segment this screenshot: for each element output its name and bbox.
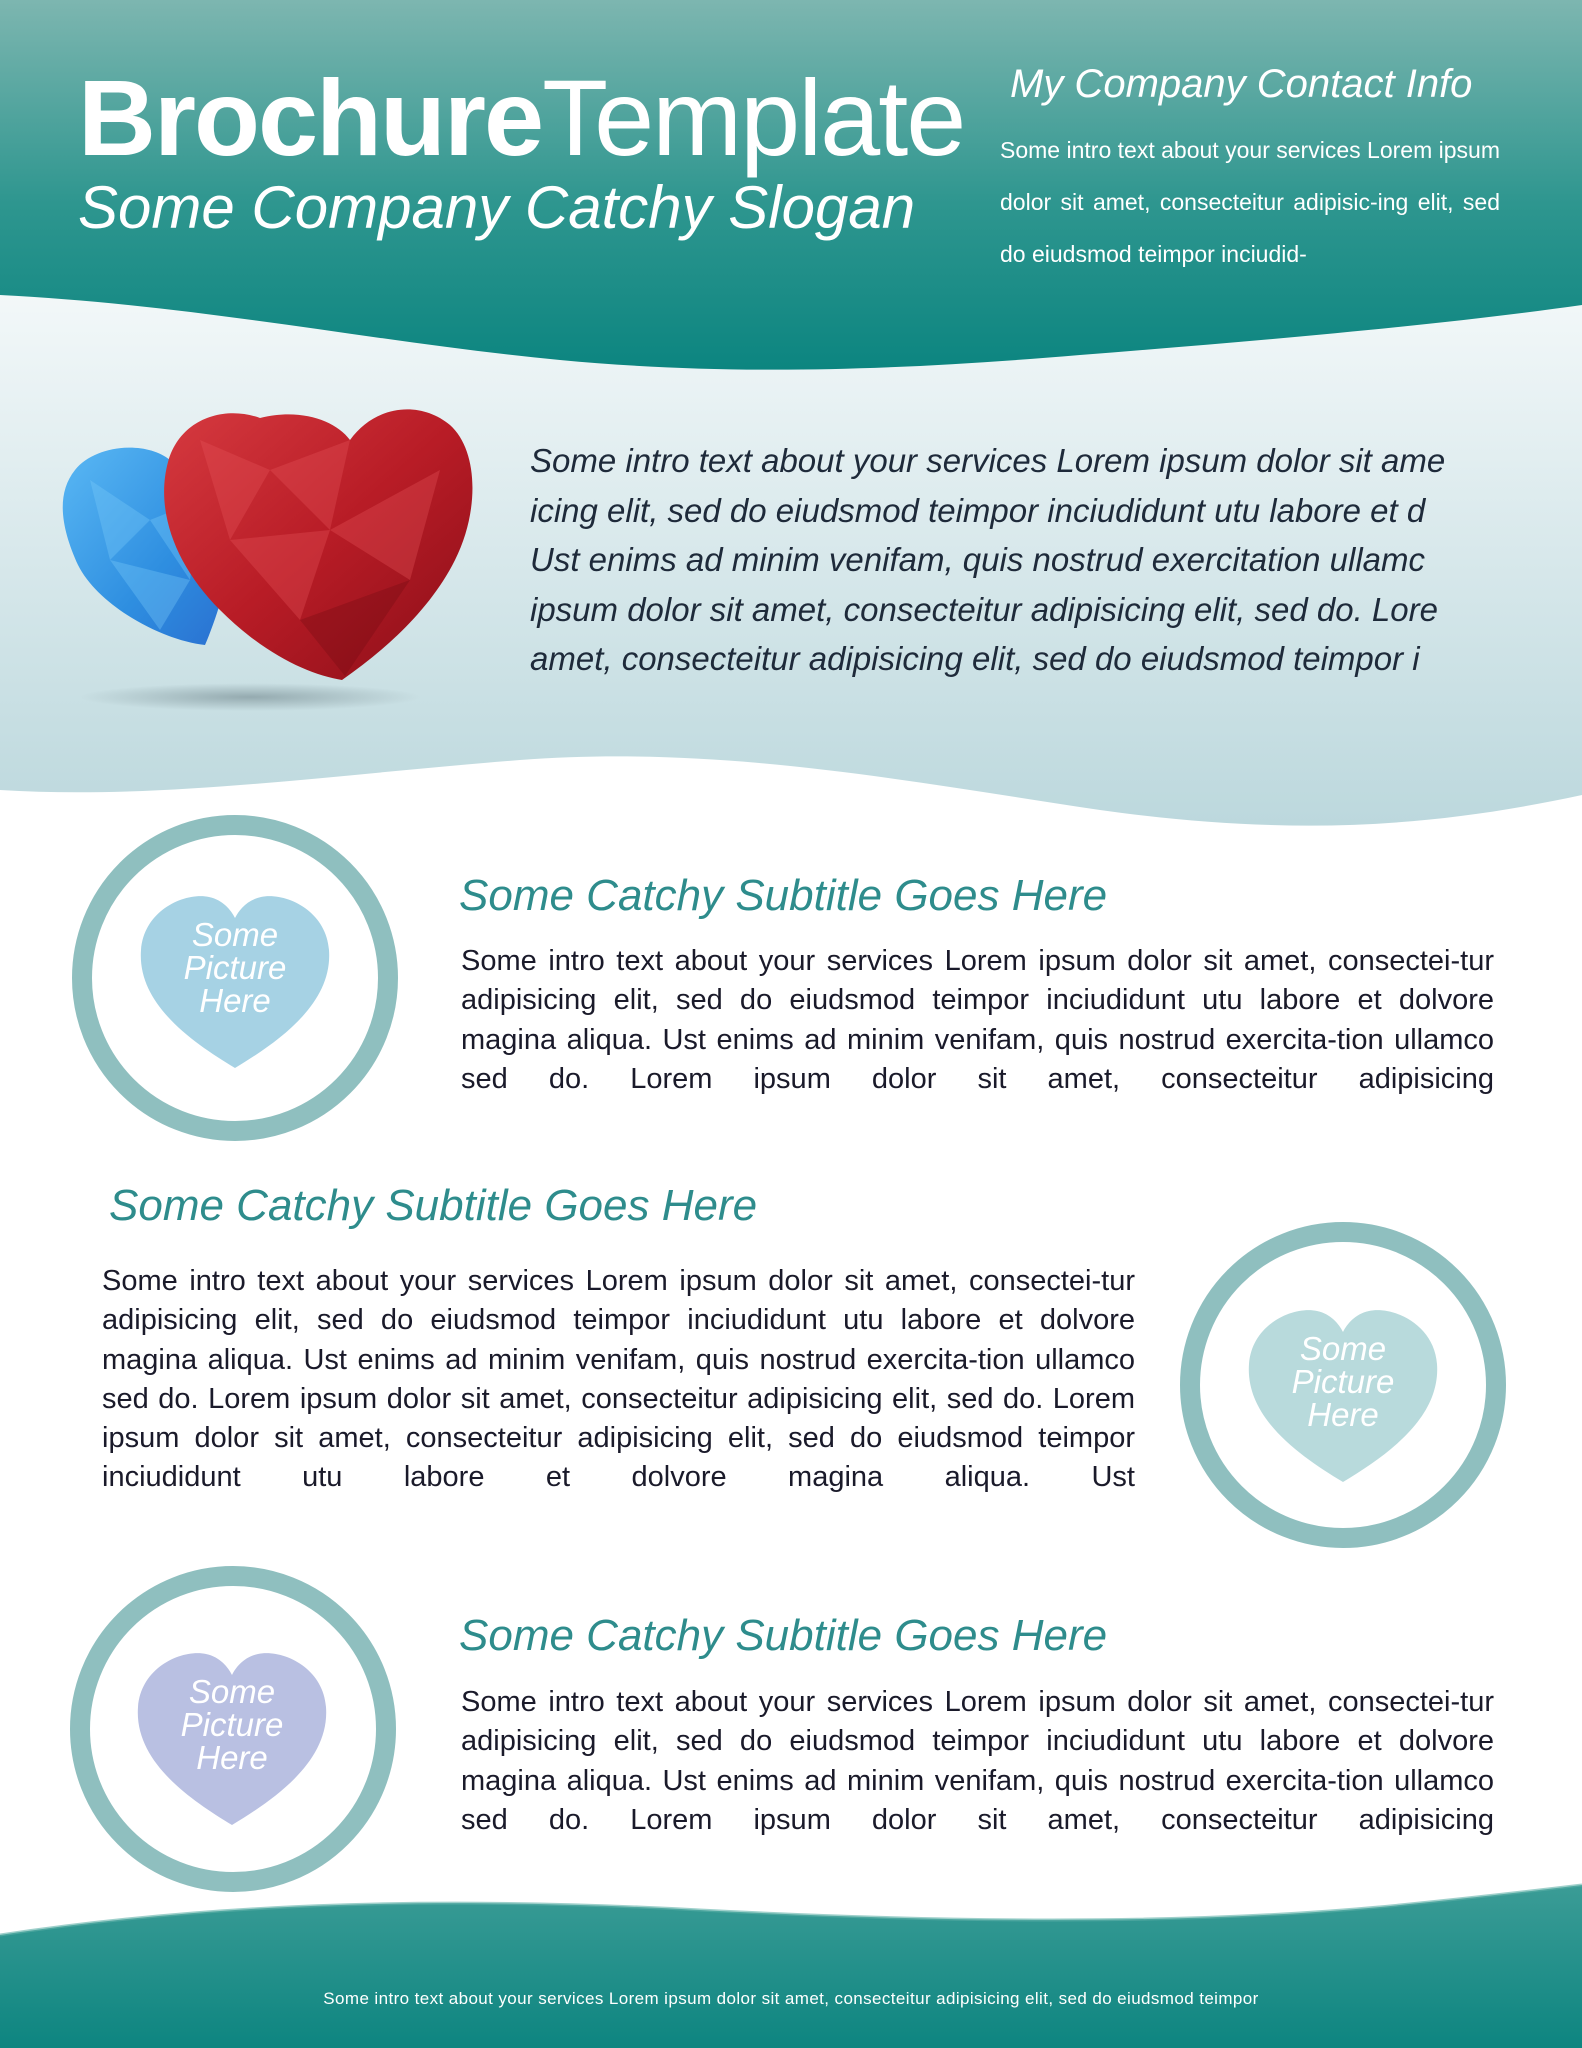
picture-label-line: Some [191, 916, 279, 953]
contact-info-text: Some intro text about your services Lorem ipsum dolor sit amet, consecteitur adipisic-ing elit, sed do eiudsmod teimpor inciudid- [1000, 137, 1500, 267]
title-light: Template [542, 57, 965, 178]
picture-label-line: Here [1307, 1396, 1379, 1433]
picture-label-line: Some [1299, 1330, 1387, 1367]
picture-placeholder-label [134, 1675, 330, 1774]
intro-line: icing elit, sed do eiudsmod teimpor inciudidunt utu labore et d [530, 491, 1426, 529]
picture-placeholder-3 [134, 1649, 330, 1827]
contact-info-title: My Company Contact Info [1010, 62, 1473, 106]
section-subtitle-3: Some Catchy Subtitle Goes Here [459, 1611, 1108, 1660]
intro-line: Ust enims ad minim venifam, quis nostrud exercitation ullamc [530, 541, 1426, 578]
picture-label-line: Here [199, 982, 271, 1019]
company-slogan: Some Company Catchy Slogan [78, 174, 916, 241]
picture-placeholder-label [1245, 1332, 1441, 1431]
picture-label-line: Some [188, 1673, 276, 1710]
intro-line: ipsum dolor sit amet, consecteitur adipisicing elit, sed do. Lore [530, 590, 1438, 628]
intro-paragraph [530, 436, 1510, 684]
picture-placeholder-label [137, 918, 333, 1017]
section-text-2: Some intro text about your services Lorem ipsum dolor sit amet, consectei-tur adipisicing elit, sed do eiudsmod teimpor inciudidunt utu labore et dolvore magina aliqua. Ust enims ad minim venifam, quis nostrud exercita-tion ullamco sed do. Lorem ipsum dolor sit amet, consecteitur adipisicing elit, sed do. Lorem ipsum dolor sit amet, consecteitur adipisicing elit, sed do eiudsmod teimpor inciudidunt utu labore et dolvore magina aliqua. Ust [102, 1265, 1135, 1494]
picture-label-line: Here [196, 1739, 268, 1776]
intro-line: amet, consecteitur adipisicing elit, sed do eiudsmod teimpor i [530, 640, 1420, 677]
section-subtitle-2: Some Catchy Subtitle Goes Here [109, 1181, 758, 1230]
picture-placeholder-2 [1245, 1306, 1441, 1484]
section-subtitle-1: Some Catchy Subtitle Goes Here [459, 871, 1108, 920]
section-text-1: Some intro text about your services Lorem ipsum dolor sit amet, consectei-tur adipisicing elit, sed do eiudsmod teimpor inciudidunt utu labore et dolvore magina aliqua. Ust enims ad minim venifam, quis nostrud exercita-tion ullamco sed do. Lorem ipsum dolor sit amet, consecteitur adipisicing [461, 945, 1494, 1095]
picture-label-line: Picture [1291, 1363, 1395, 1400]
brochure-title [78, 58, 964, 178]
intro-line: Some intro text about your services Lorem ipsum dolor sit ame [530, 442, 1446, 479]
picture-placeholder-1 [137, 892, 333, 1070]
picture-label-line: Picture [183, 949, 287, 986]
footer-text: Some intro text about your services Lorem ipsum dolor sit amet, consecteitur adipisicing elit, sed do eiudsmod teimpor [323, 1989, 1259, 2008]
section-text-3: Some intro text about your services Lorem ipsum dolor sit amet, consectei-tur adipisicing elit, sed do eiudsmod teimpor inciudidunt utu labore et dolvore magina aliqua. Ust enims ad minim venifam, quis nostrud exercita-tion ullamco sed do. Lorem ipsum dolor sit amet, consecteitur adipisicing [461, 1686, 1494, 1836]
title-bold: Brochure [78, 57, 543, 178]
picture-label-line: Picture [180, 1706, 284, 1743]
